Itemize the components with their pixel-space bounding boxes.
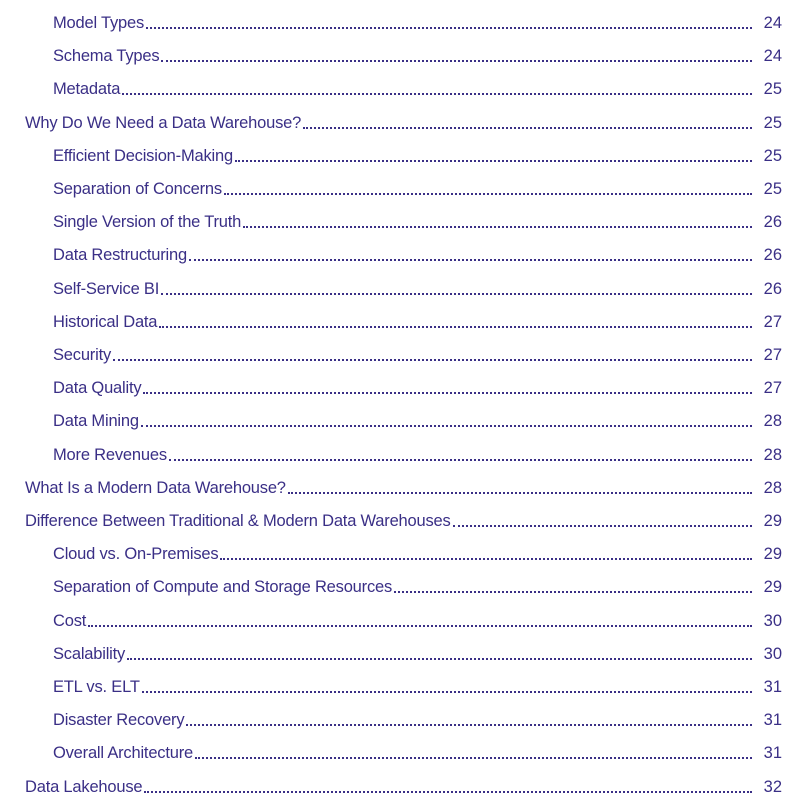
toc-entry-page-number: 32 <box>763 777 782 796</box>
toc-entry-title: Data Quality <box>53 379 142 398</box>
toc-entry[interactable] <box>0 376 800 398</box>
toc-entry-page-number: 29 <box>763 512 782 530</box>
toc-entry[interactable] <box>0 642 800 664</box>
toc-entry-title: Efficient Decision-Making <box>53 146 233 165</box>
toc-dot-leader <box>394 591 752 593</box>
toc-entry[interactable] <box>0 44 800 66</box>
toc-entry[interactable] <box>0 243 800 265</box>
toc-entry[interactable] <box>0 476 800 498</box>
toc-entry-page-number: 26 <box>763 246 782 265</box>
toc-entry[interactable] <box>0 210 800 232</box>
toc-dot-leader <box>288 492 752 494</box>
toc-entry[interactable] <box>0 741 800 763</box>
toc-entry-page-number: 29 <box>763 545 782 564</box>
toc-entry-page-number: 30 <box>763 644 782 663</box>
toc-entry-title: Self-Service BI <box>53 279 160 298</box>
toc-entry-page-number: 25 <box>763 113 782 132</box>
toc-entry-title: Security <box>53 346 112 364</box>
toc-dot-leader <box>141 425 752 427</box>
toc-entry-page-number: 28 <box>763 478 782 497</box>
toc-entry-page-number: 26 <box>763 213 782 232</box>
toc-entry-title: Data Mining <box>53 412 139 431</box>
toc-entry-page-number: 30 <box>763 611 782 630</box>
toc-entry-page-number: 25 <box>763 146 782 165</box>
toc-entry-title: Overall Architecture <box>53 744 193 763</box>
toc-entry-page-number: 31 <box>763 711 782 730</box>
toc-dot-leader <box>144 791 752 793</box>
toc-entry[interactable] <box>0 708 800 730</box>
toc-dot-leader <box>113 359 752 361</box>
toc-entry[interactable] <box>0 409 800 431</box>
toc-entry-page-number: 24 <box>763 14 782 32</box>
toc-entry[interactable] <box>0 343 800 365</box>
toc-entry-title: What Is a Modern Data Warehouse? <box>25 478 286 497</box>
toc-entry[interactable] <box>0 675 800 697</box>
toc-entry-page-number: 31 <box>763 744 782 763</box>
toc-entry[interactable] <box>0 144 800 166</box>
toc-entry-title: Scalability <box>53 644 126 663</box>
toc-entry[interactable] <box>0 177 800 199</box>
toc-entry-title: More Revenues <box>53 445 167 464</box>
toc-entry-page-number: 24 <box>763 47 782 66</box>
toc-entry-page-number: 27 <box>763 346 782 364</box>
toc-entry-title: Separation of Compute and Storage Resources <box>53 578 393 597</box>
toc-entry[interactable] <box>0 77 800 99</box>
toc-entry[interactable] <box>0 575 800 597</box>
toc-entry-title: Difference Between Traditional & Modern Data Warehouses <box>25 512 451 530</box>
toc-entry-title: Data Restructuring <box>53 246 187 265</box>
toc-entry[interactable] <box>0 609 800 631</box>
toc-entry-title: Historical Data <box>53 312 158 331</box>
toc-entry[interactable] <box>0 509 800 531</box>
toc-entry[interactable] <box>0 542 800 564</box>
toc-dot-leader <box>453 525 752 527</box>
toc-dot-leader <box>169 459 752 461</box>
toc-entry-page-number: 25 <box>763 180 782 198</box>
toc-entry[interactable] <box>0 277 800 299</box>
toc-dot-leader <box>159 326 752 328</box>
toc-dot-leader <box>142 691 752 693</box>
toc-entry-title: Data Lakehouse <box>25 777 143 796</box>
toc-dot-leader <box>127 658 752 660</box>
toc-dot-leader <box>146 27 752 29</box>
toc-entry-page-number: 28 <box>763 412 782 431</box>
toc-dot-leader <box>235 160 752 162</box>
toc-dot-leader <box>161 293 752 295</box>
toc-dot-leader <box>195 757 752 759</box>
toc-dot-leader <box>186 724 752 726</box>
toc-entry-title: Separation of Concerns <box>53 180 222 198</box>
toc-dot-leader <box>122 93 752 95</box>
toc-entry-title: Single Version of the Truth <box>53 213 242 232</box>
toc-entry-page-number: 28 <box>763 445 782 464</box>
toc-entry[interactable] <box>0 111 800 133</box>
toc-dot-leader <box>303 127 752 129</box>
toc-entry-page-number: 26 <box>763 279 782 298</box>
toc-entry-title: Metadata <box>53 80 121 99</box>
toc-dot-leader <box>224 193 752 195</box>
toc-entry-title: Disaster Recovery <box>53 711 185 730</box>
toc-entry[interactable] <box>0 11 800 33</box>
toc-entry-page-number: 31 <box>763 678 782 696</box>
toc-dot-leader <box>143 392 752 394</box>
toc-entry-title: Cost <box>53 611 87 630</box>
toc-dot-leader <box>88 625 752 627</box>
toc-entry-title: ETL vs. ELT <box>53 678 140 696</box>
toc-entry-page-number: 27 <box>763 312 782 331</box>
toc-entry-page-number: 25 <box>763 80 782 99</box>
toc-entry-title: Why Do We Need a Data Warehouse? <box>25 113 302 132</box>
toc-entry-title: Cloud vs. On-Premises <box>53 545 219 564</box>
toc-entry[interactable] <box>0 310 800 332</box>
toc-entry-page-number: 27 <box>763 379 782 398</box>
toc-dot-leader <box>243 226 752 228</box>
toc-entry-title: Model Types <box>53 14 145 32</box>
toc-entry[interactable] <box>0 775 800 797</box>
toc-dot-leader <box>220 558 752 560</box>
toc-dot-leader <box>161 60 752 62</box>
toc-dot-leader <box>189 259 752 261</box>
toc-entry[interactable] <box>0 443 800 465</box>
toc-entry-title: Schema Types <box>53 47 160 66</box>
toc-entry-page-number: 29 <box>763 578 782 597</box>
